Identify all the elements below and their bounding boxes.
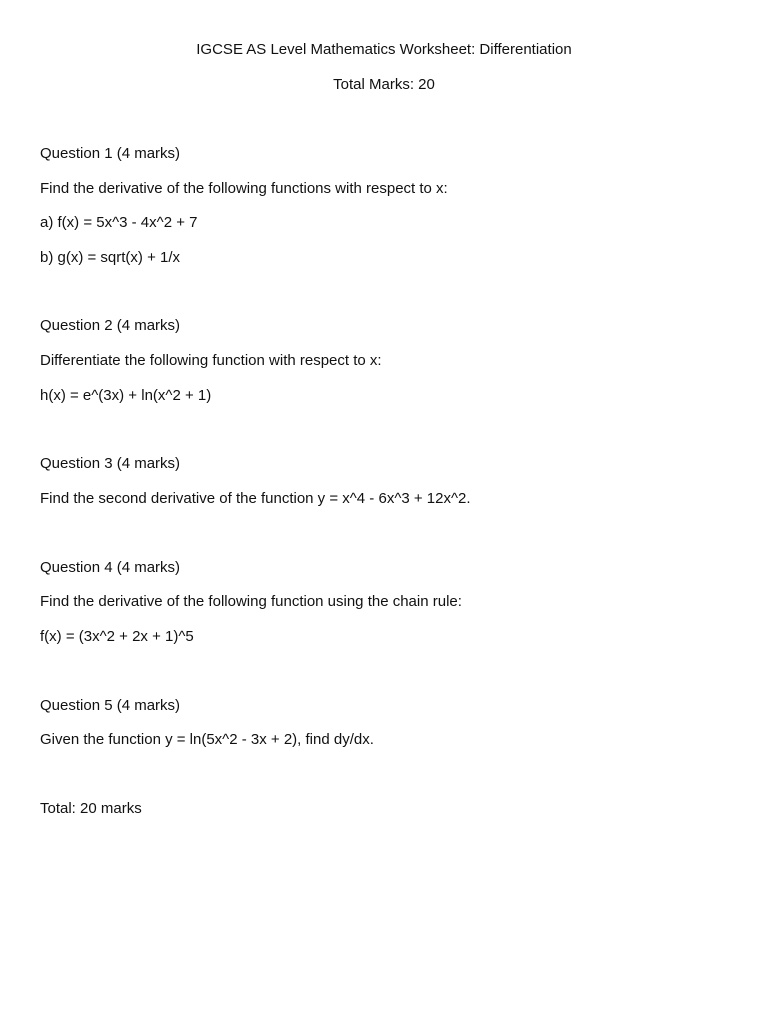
question-1-part-b: b) g(x) = sqrt(x) + 1/x bbox=[40, 249, 181, 266]
question-2-heading: Question 2 (4 marks) bbox=[40, 317, 181, 334]
question-2-instruction: Differentiate the following function with respect to x: bbox=[40, 352, 382, 369]
question-4-instruction: Find the derivative of the following function using the chain rule: bbox=[40, 593, 462, 610]
question-1-part-a: a) f(x) = 5x^3 - 4x^2 + 7 bbox=[40, 214, 198, 231]
question-5-instruction: Given the function y = ln(5x^2 - 3x + 2), find dy/dx. bbox=[40, 731, 374, 748]
question-3-heading: Question 3 (4 marks) bbox=[40, 455, 181, 472]
total-marks-footer: Total: 20 marks bbox=[40, 800, 142, 817]
worksheet-title: IGCSE AS Level Mathematics Worksheet: Differentiation bbox=[196, 41, 572, 58]
question-3-instruction: Find the second derivative of the function y = x^4 - 6x^3 + 12x^2. bbox=[40, 490, 471, 507]
question-1-instruction: Find the derivative of the following functions with respect to x: bbox=[40, 180, 448, 197]
question-5-heading: Question 5 (4 marks) bbox=[40, 697, 181, 714]
total-marks-header: Total Marks: 20 bbox=[333, 76, 435, 93]
question-1-heading: Question 1 (4 marks) bbox=[40, 145, 181, 162]
question-4-function: f(x) = (3x^2 + 2x + 1)^5 bbox=[40, 628, 194, 645]
question-2-function: h(x) = e^(3x) + ln(x^2 + 1) bbox=[40, 387, 212, 404]
question-4-heading: Question 4 (4 marks) bbox=[40, 559, 181, 576]
